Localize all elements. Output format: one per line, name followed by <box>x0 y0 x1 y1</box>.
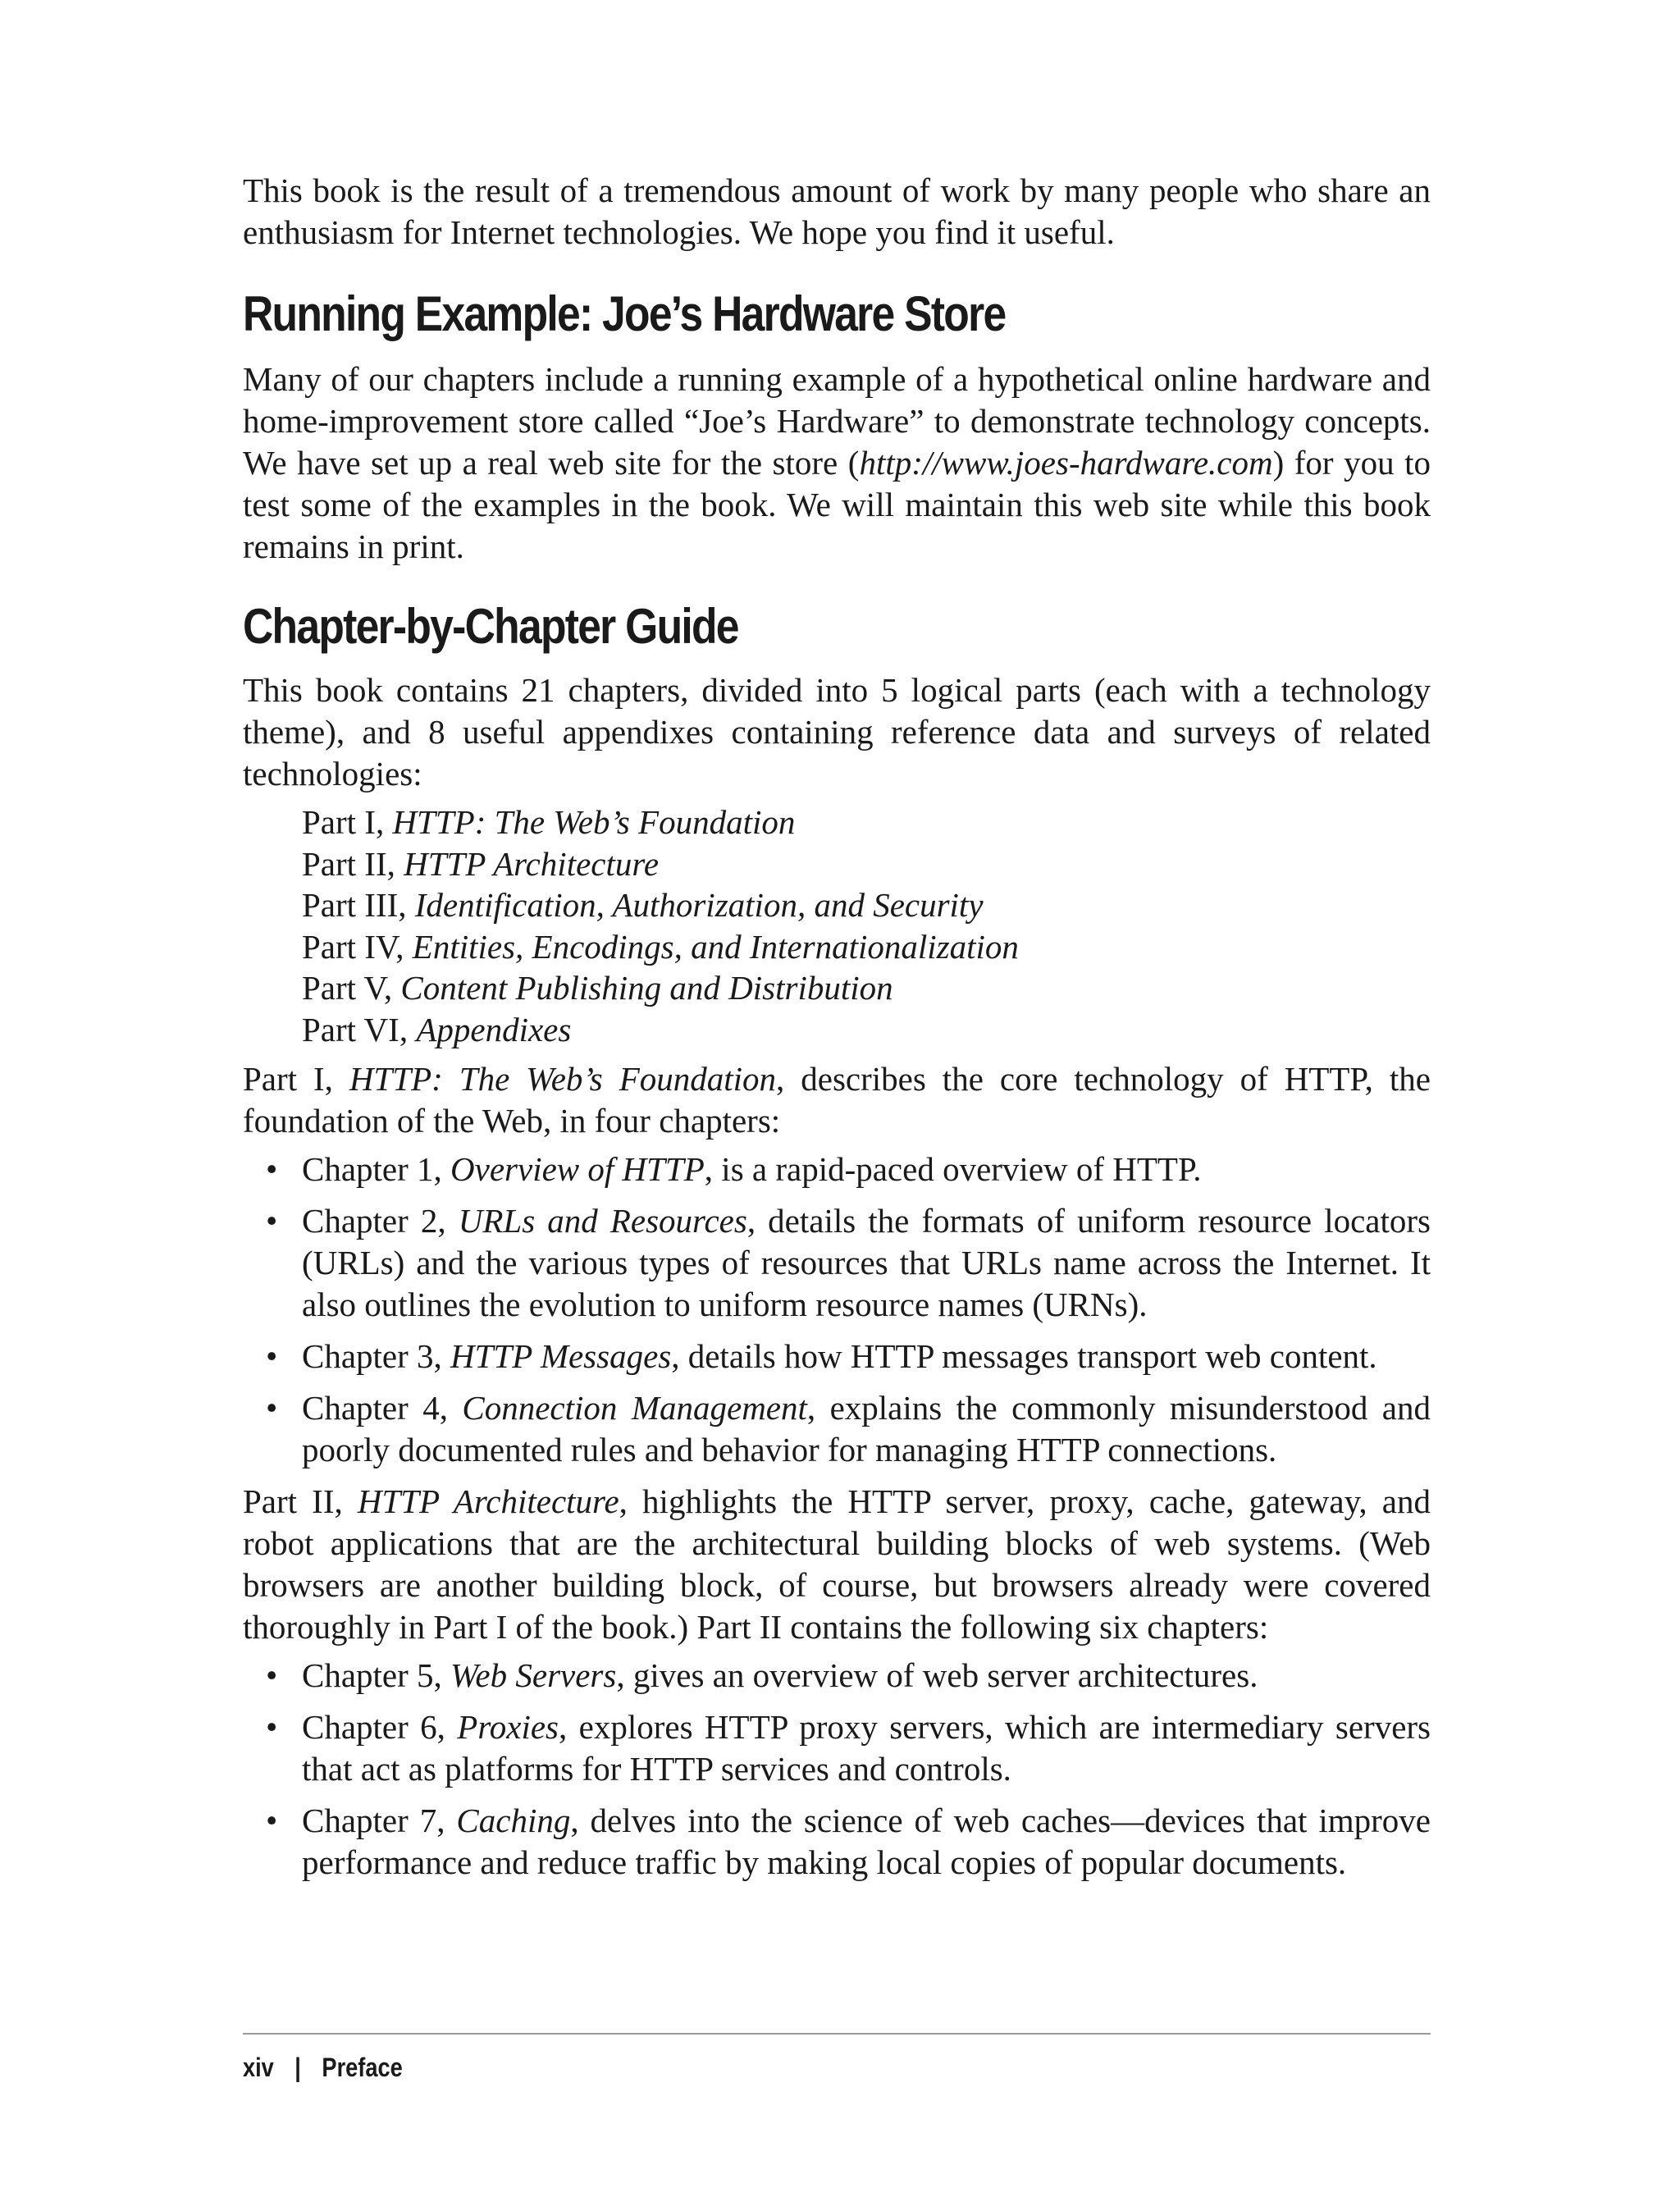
chapter-guide-heading: Chapter-by-Chapter Guide <box>243 599 738 654</box>
part-title: Identification, Authorization, and Security <box>414 886 984 924</box>
part-title: Entities, Encodings, and Internationalization <box>412 927 1019 966</box>
chapter-title: Caching <box>456 1802 571 1839</box>
chapter-desc: , delves into the science of web caches—devices that improve performance and reduce traffic by making local copies of popular documents. <box>302 1802 1431 1881</box>
part1-chapter-list <box>243 1149 1431 1471</box>
bullet-icon: • <box>266 1656 278 1694</box>
running-example-text-before: Many of our chapters include a running example of a hypothetical online hardware and home-improvement store called “Joe’s Hardware” to demonstrate technology concepts. We have set up a real web site for the store ( <box>243 360 1431 482</box>
bullet-icon: • <box>266 1150 278 1188</box>
part-label: Part V, <box>302 969 401 1007</box>
part2-paragraph <box>243 1481 1431 1648</box>
running-example-text-after: ) for you to test some of the examples in the book. We will maintain this web site while this book remains in print. <box>243 444 1431 565</box>
footer-separator: | <box>294 2053 301 2082</box>
page-number: xiv <box>243 2053 274 2082</box>
chapter-prefix: Chapter 3, <box>302 1337 451 1375</box>
part2-lead: Part II, <box>243 1482 358 1520</box>
parts-list-item <box>302 802 1431 843</box>
chapter-title: Connection Management <box>462 1389 807 1427</box>
chapter-list-item <box>243 1149 1431 1190</box>
part1-lead: Part I, <box>243 1060 349 1098</box>
chapter-prefix: Chapter 2, <box>302 1202 459 1240</box>
part2-rest: , highlights the HTTP server, proxy, cache, gateway, and robot applications that are the architectural building blocks of web systems. (Web browsers are another building block, of course, but browsers already were covered thoroughly in Part I of the book.) Part II contains the following six chapters: <box>243 1482 1431 1646</box>
chapter-desc: , details the formats of uniform resource locators (URLs) and the various types of resources that URLs name across the Internet. It also outlines the evolution to uniform resource names (URNs). <box>302 1202 1431 1323</box>
chapter-list-item <box>243 1655 1431 1697</box>
parts-list <box>302 802 1431 1050</box>
chapter-guide-intro: This book contains 21 chapters, divided into 5 logical parts (each with a technology theme), and 8 useful appendixes containing reference data and surveys of related technologies: <box>243 671 1431 792</box>
bullet-icon: • <box>266 1337 278 1375</box>
bullet-icon: • <box>266 1802 278 1839</box>
chapter-desc: , explains the commonly misunderstood and poorly documented rules and behavior for managing HTTP connections. <box>302 1389 1431 1468</box>
parts-list-item <box>302 926 1431 968</box>
page-content <box>243 164 1431 1893</box>
part1-rest: , describes the core technology of HTTP, the foundation of the Web, in four chapters: <box>243 1060 1431 1140</box>
part-label: Part I, <box>302 803 393 841</box>
parts-list-item <box>302 843 1431 885</box>
parts-list-item <box>302 1009 1431 1051</box>
part2-title: HTTP Architecture <box>357 1482 619 1520</box>
chapter-prefix: Chapter 4, <box>302 1389 463 1427</box>
chapter-desc: , details how HTTP messages transport web content. <box>671 1337 1377 1375</box>
bullet-icon: • <box>266 1708 278 1746</box>
chapter-prefix: Chapter 7, <box>302 1802 457 1839</box>
part-label: Part IV, <box>302 927 413 966</box>
chapter-list-item <box>243 1200 1431 1326</box>
chapter-prefix: Chapter 1, <box>302 1150 451 1188</box>
part-title: Content Publishing and Distribution <box>400 969 893 1007</box>
chapter-title: HTTP Messages <box>450 1337 672 1375</box>
parts-list-item <box>302 967 1431 1009</box>
running-example-heading: Running Example: Joe’s Hardware Store <box>243 286 1006 341</box>
chapter-list-item <box>243 1800 1431 1884</box>
chapter-title: URLs and Resources <box>458 1202 747 1240</box>
footer-text <box>243 2051 403 2084</box>
part-title: Appendixes <box>416 1010 572 1048</box>
chapter-desc: , is a rapid-paced overview of HTTP. <box>704 1150 1202 1188</box>
part-title: HTTP Architecture <box>404 844 660 883</box>
bullet-icon: • <box>266 1389 278 1427</box>
chapter-prefix: Chapter 5, <box>302 1656 451 1694</box>
footer-section: Preface <box>322 2053 403 2082</box>
chapter-desc: , explores HTTP proxy servers, which are intermediary servers that act as platforms for HTTP services and controls. <box>302 1708 1431 1788</box>
intro-paragraph: This book is the result of a tremendous amount of work by many people who share an enthusiasm for Internet technologies. We hope you find it useful. <box>243 171 1431 251</box>
chapter-list-item <box>243 1336 1431 1377</box>
bullet-icon: • <box>266 1202 278 1240</box>
running-example-paragraph <box>243 359 1431 568</box>
chapter-desc: , gives an overview of web server architectures. <box>616 1656 1258 1694</box>
chapter-title: Proxies <box>457 1708 559 1746</box>
chapter-list-item <box>243 1706 1431 1790</box>
part-label: Part II, <box>302 844 404 883</box>
part-title: HTTP: The Web’s Foundation <box>392 803 796 841</box>
chapter-title: Web Servers <box>450 1656 617 1694</box>
page-footer <box>243 2033 1431 2082</box>
joes-hardware-url: http://www.joes-hardware.com <box>859 444 1273 482</box>
part-label: Part III, <box>302 886 415 924</box>
chapter-title: Overview of HTTP <box>450 1150 705 1188</box>
part1-paragraph <box>243 1058 1431 1142</box>
part-label: Part VI, <box>302 1010 417 1048</box>
part1-title: HTTP: The Web’s Foundation <box>349 1060 777 1098</box>
chapter-list-item <box>243 1387 1431 1471</box>
part2-chapter-list <box>243 1655 1431 1884</box>
chapter-prefix: Chapter 6, <box>302 1708 458 1746</box>
parts-list-item <box>302 884 1431 926</box>
